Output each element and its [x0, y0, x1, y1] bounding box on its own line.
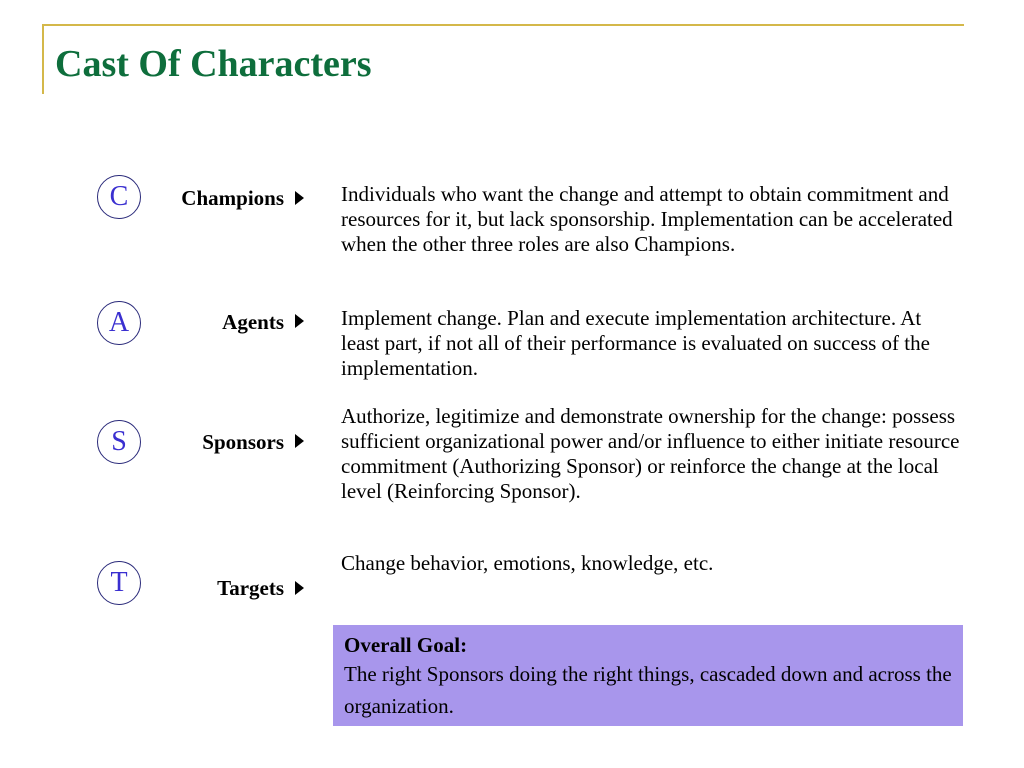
sponsors-letter-circle: S	[97, 420, 141, 464]
sponsors-description: Authorize, legitimize and demonstrate ownership for the change: possess sufficient organizational power and/or influence to either initiate resource commitment (Authorizing Sponsor) or reinforce the change at the local level (Reinforcing Sponsor).	[341, 404, 960, 503]
overall-goal-heading: Overall Goal:	[344, 633, 468, 657]
champions-label: Champions	[181, 186, 284, 210]
agents-arrow-icon	[295, 314, 304, 328]
targets-description: Change behavior, emotions, knowledge, etc.	[341, 551, 714, 575]
agents-description: Implement change. Plan and execute implementation architecture. At least part, if not all of their performance is evaluated on success of the implementation.	[341, 306, 930, 380]
slide-title: Cast Of Characters	[55, 43, 372, 85]
overall-goal-text: The right Sponsors doing the right things, cascaded down and across the organization.	[344, 662, 952, 718]
sponsors-arrow-icon	[295, 434, 304, 448]
targets-arrow-icon	[295, 581, 304, 595]
sponsors-label: Sponsors	[202, 430, 284, 454]
targets-label: Targets	[217, 576, 284, 600]
targets-letter-circle: T	[97, 561, 141, 605]
agents-label: Agents	[222, 310, 284, 334]
champions-description: Individuals who want the change and attempt to obtain commitment and resources for it, but lack sponsorship. Implementation can be accelerated when the other three roles are also Champions.	[341, 182, 953, 256]
champions-arrow-icon	[295, 191, 304, 205]
champions-letter-circle: C	[97, 175, 141, 219]
overall-goal-box	[333, 625, 963, 726]
agents-letter-circle: A	[97, 301, 141, 345]
